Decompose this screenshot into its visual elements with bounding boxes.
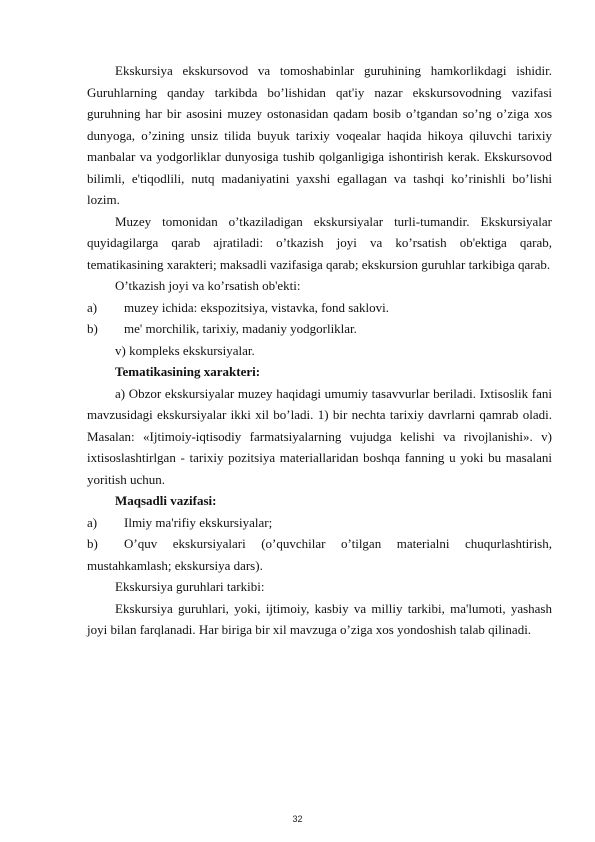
heading-tematika: Tematikasining xarakteri: — [115, 364, 261, 379]
paragraph-kompleks: v) kompleks ekskursiyalar. — [115, 342, 255, 358]
heading-maqsadli-vazifasi: Maqsadli vazifasi: — [115, 493, 217, 508]
list-item-purpose-a — [87, 512, 552, 534]
paragraph-location-heading: O’tkazish joyi va ko’rsatish ob'ekti: — [115, 278, 301, 293]
list-marker: b) — [87, 536, 98, 551]
list-marker: b) — [87, 321, 98, 336]
paragraph-group-composition-heading: Ekskursiya guruhlari tarkibi: — [115, 579, 265, 594]
list-item-text: me' morchilik, tarixiy, madaniy yodgorliklar. — [124, 321, 357, 336]
paragraph-group-composition: Ekskursiya guruhlari, yoki, ijtimoiy, kasbiy va milliy tarkibi, ma'lumoti, yashash joyi bilan farqlanadi. Har biriga bir xil mavzuga o’ziga xos yondoshish talab qilinadi. — [87, 600, 552, 637]
paragraph-tematika-details: a) Obzor ekskursiyalar muzey haqidagi umumiy tasavvurlar beriladi. Ixtisoslik fani mavzusidagi ekskursiyalar ikki xil bo’ladi. 1) bir nechta tarixiy davrlarni qamrab oladi. Masalan: «Ijtimoiy-iqtisodiy farmatsiyalarning vujudga kelishi va rivojlanishi». v) ixtisoslashtirlgan - tarixiy pozitsiya materiallaridan boshqa fanning u yoki bu masalani yoritish uchun. — [87, 385, 552, 487]
list-item-text: O’quv ekskursiyalari (o’quvchilar o’tilgan materialni chuqurlashtirish, mustahkamlash; ekskursiya dars). — [87, 536, 552, 573]
paragraph-ekskursiya-types: Muzey tomonidan o’tkaziladigan ekskursiyalar turli-tumandir. Ekskursiyalar quyidagilarga qarab ajratiladi: o’tkazish joyi va ko’rsatish ob'ektiga qarab, tematikasining xarakteri; maksadli vazifasiga qarab; ekskursion guruhlar tarkibiga qarab. — [87, 213, 552, 272]
list-marker: a) — [87, 299, 98, 315]
list-item-text: Ilmiy ma'rifiy ekskursiyalar; — [124, 514, 273, 530]
list-item-purpose-b — [87, 533, 552, 576]
document-body — [87, 60, 552, 641]
list-item-location-b — [87, 318, 552, 340]
list-item-location-a — [87, 297, 552, 319]
list-marker: a) — [87, 514, 98, 530]
list-item-text: muzey ichida: ekspozitsiya, vistavka, fond saklovi. — [124, 299, 389, 315]
page-number: 32 — [292, 814, 303, 824]
paragraph-ekskursiya-definition: Ekskursiya ekskursovod va tomoshabinlar guruhining hamkorlikdagi ishidir. Guruhlarning qanday tarkibda bo’lishidan qat'iy nazar ekskursovodning vazifasi guruhning har bir asosini muzey ostonasidan qadam bosib o’tgandan so’ng o’ziga xos dunyoga, o’zining unsiz tilida buyuk tarixiy voqealar haqida hikoya qiluvchi tarixiy manbalar va yodgorliklar dunyosiga tushib qolganligiga ishontirish kerak. Ekskursovod bilimli, e'tiqodlili, nutq madaniyatini yaxshi egallagan va tashqi ko’rinishli bo’lishi lozim. — [87, 63, 552, 207]
